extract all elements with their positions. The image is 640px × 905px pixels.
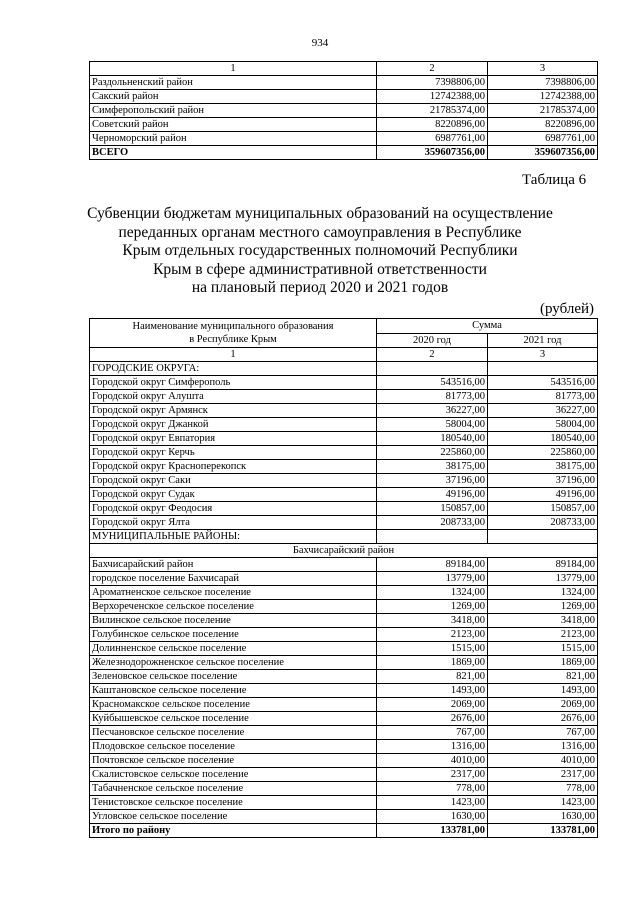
row-value-2021: 1869,00 — [488, 656, 598, 670]
row-name: Железнодорожненское сельское поселение — [90, 656, 377, 670]
table-row — [90, 418, 598, 432]
row-value-2021: 821,00 — [488, 670, 598, 684]
row-name: Песчановское сельское поселение — [90, 726, 377, 740]
colnums-row — [90, 348, 598, 362]
district-header-row — [90, 544, 598, 558]
empty-cell — [488, 530, 598, 544]
row-value-2021: 2317,00 — [488, 768, 598, 782]
top-table-colnums — [90, 62, 598, 76]
row-value-2021: 2069,00 — [488, 698, 598, 712]
table-row — [90, 390, 598, 404]
row-name: Раздольненский район — [90, 76, 377, 90]
table-row — [90, 642, 598, 656]
header-name-line1: Наименование муниципального образования — [132, 321, 334, 332]
row-value-2021: 6987761,00 — [488, 132, 598, 146]
row-value-2021: 208733,00 — [488, 516, 598, 530]
empty-cell — [377, 362, 488, 376]
row-value-2020: 821,00 — [377, 670, 488, 684]
row-value-2021: 3418,00 — [488, 614, 598, 628]
table-row — [90, 656, 598, 670]
row-name: Угловское сельское поселение — [90, 810, 377, 824]
section-row — [90, 530, 598, 544]
title-line: Крым отдельных государственных полномочий Республики — [122, 242, 518, 259]
header-sum: Сумма — [377, 319, 598, 334]
row-value-2021: 1423,00 — [488, 796, 598, 810]
table-row — [90, 460, 598, 474]
row-value-2021: 1630,00 — [488, 810, 598, 824]
row-value-2021: 150857,00 — [488, 502, 598, 516]
row-name: Итого по району — [90, 824, 377, 838]
table-row — [90, 572, 598, 586]
table-row — [90, 404, 598, 418]
title-line: переданных органам местного самоуправления в Республике — [118, 223, 522, 241]
table-row — [90, 90, 598, 104]
row-value-2020: 133781,00 — [377, 824, 488, 838]
row-value-2020: 12742388,00 — [377, 90, 488, 104]
row-name: Городской округ Керчь — [90, 446, 377, 460]
table-row — [90, 516, 598, 530]
row-value-2020: 1630,00 — [377, 810, 488, 824]
table-row — [90, 502, 598, 516]
unit-label: (рублей) — [540, 301, 595, 317]
colnum-1: 1 — [90, 348, 377, 362]
empty-cell — [488, 362, 598, 376]
section-row — [90, 362, 598, 376]
table-row — [90, 796, 598, 810]
row-value-2021: 58004,00 — [488, 418, 598, 432]
row-value-2020: 4010,00 — [377, 754, 488, 768]
table-row — [90, 146, 598, 160]
colnum-2: 2 — [377, 62, 488, 76]
row-value-2021: 21785374,00 — [488, 104, 598, 118]
row-value-2020: 8220896,00 — [377, 118, 488, 132]
header-name-line2: в Республике Крым — [189, 334, 277, 345]
title-line: на плановый период 2020 и 2021 годов — [191, 279, 449, 296]
table-row — [90, 698, 598, 712]
row-name: Городской округ Алушта — [90, 390, 377, 404]
title-line: Субвенции бюджетам муниципальных образований на осуществление — [87, 205, 553, 222]
row-value-2021: 7398806,00 — [488, 76, 598, 90]
row-value-2020: 58004,00 — [377, 418, 488, 432]
table-row — [90, 474, 598, 488]
row-value-2020: 13779,00 — [377, 572, 488, 586]
colnum-3: 3 — [488, 62, 598, 76]
row-name: Городской округ Евпатория — [90, 432, 377, 446]
row-name: городское поселение Бахчисарай — [90, 572, 377, 586]
row-value-2021: 1324,00 — [488, 586, 598, 600]
row-name: Почтовское сельское поселение — [90, 754, 377, 768]
table-row — [90, 586, 598, 600]
title-line: Крым в сфере административной ответственности — [153, 260, 487, 278]
row-name: Городской округ Красноперекопск — [90, 460, 377, 474]
row-value-2020: 1316,00 — [377, 740, 488, 754]
table-row — [90, 628, 598, 642]
row-value-2021: 180540,00 — [488, 432, 598, 446]
table-row — [90, 600, 598, 614]
row-value-2020: 2317,00 — [377, 768, 488, 782]
row-value-2021: 1269,00 — [488, 600, 598, 614]
row-value-2020: 2069,00 — [377, 698, 488, 712]
row-name: Ароматненское сельское поселение — [90, 586, 377, 600]
row-name: Плодовское сельское поселение — [90, 740, 377, 754]
row-name: Симферопольский район — [90, 104, 377, 118]
row-value-2021: 4010,00 — [488, 754, 598, 768]
row-name: Сакский район — [90, 90, 377, 104]
row-value-2021: 359607356,00 — [488, 146, 598, 160]
row-value-2020: 6987761,00 — [377, 132, 488, 146]
table-row — [90, 118, 598, 132]
table-row — [90, 558, 598, 572]
row-value-2020: 36227,00 — [377, 404, 488, 418]
row-name: Каштановское сельское поселение — [90, 684, 377, 698]
district-name: Бахчисарайский район — [90, 544, 598, 558]
row-value-2020: 359607356,00 — [377, 146, 488, 160]
row-value-2021: 2676,00 — [488, 712, 598, 726]
row-value-2021: 36227,00 — [488, 404, 598, 418]
row-value-2021: 1515,00 — [488, 642, 598, 656]
row-value-2020: 778,00 — [377, 782, 488, 796]
row-value-2021: 133781,00 — [488, 824, 598, 838]
row-name: Городской округ Судак — [90, 488, 377, 502]
header-2021: 2021 год — [488, 333, 598, 348]
row-value-2020: 2123,00 — [377, 628, 488, 642]
row-value-2021: 49196,00 — [488, 488, 598, 502]
row-name: Зеленовское сельское поселение — [90, 670, 377, 684]
row-name: Городской округ Феодосия — [90, 502, 377, 516]
row-value-2020: 180540,00 — [377, 432, 488, 446]
row-value-2020: 1869,00 — [377, 656, 488, 670]
table-number: Таблица 6 — [522, 172, 587, 188]
row-value-2020: 1515,00 — [377, 642, 488, 656]
table-row — [90, 824, 598, 838]
row-value-2021: 12742388,00 — [488, 90, 598, 104]
row-value-2020: 21785374,00 — [377, 104, 488, 118]
row-value-2021: 38175,00 — [488, 460, 598, 474]
table-row — [90, 712, 598, 726]
row-value-2020: 38175,00 — [377, 460, 488, 474]
row-value-2020: 7398806,00 — [377, 76, 488, 90]
row-value-2020: 543516,00 — [377, 376, 488, 390]
row-value-2020: 37196,00 — [377, 474, 488, 488]
empty-cell — [377, 530, 488, 544]
row-value-2020: 89184,00 — [377, 558, 488, 572]
row-value-2021: 8220896,00 — [488, 118, 598, 132]
row-value-2020: 208733,00 — [377, 516, 488, 530]
row-name: ВСЕГО — [90, 146, 377, 160]
table-row — [90, 376, 598, 390]
table-row — [90, 810, 598, 824]
table-row — [90, 670, 598, 684]
table-row — [90, 614, 598, 628]
table-row — [90, 488, 598, 502]
row-name: Черноморский район — [90, 132, 377, 146]
row-name: Голубинское сельское поселение — [90, 628, 377, 642]
row-value-2021: 778,00 — [488, 782, 598, 796]
row-name: Городской округ Джанкой — [90, 418, 377, 432]
row-value-2021: 89184,00 — [488, 558, 598, 572]
table-title — [0, 205, 640, 298]
colnum-1: 1 — [90, 62, 377, 76]
row-name: Городской округ Саки — [90, 474, 377, 488]
row-name: Долинненское сельское поселение — [90, 642, 377, 656]
row-value-2021: 1316,00 — [488, 740, 598, 754]
row-value-2020: 49196,00 — [377, 488, 488, 502]
table-row — [90, 782, 598, 796]
colnum-2: 2 — [377, 348, 488, 362]
row-name: Бахчисарайский район — [90, 558, 377, 572]
row-name: Красномакское сельское поселение — [90, 698, 377, 712]
row-name: Скалистовское сельское поселение — [90, 768, 377, 782]
row-name: Вилинское сельское поселение — [90, 614, 377, 628]
table-row — [90, 76, 598, 90]
row-value-2020: 767,00 — [377, 726, 488, 740]
row-name: Городской округ Ялта — [90, 516, 377, 530]
table-row — [90, 768, 598, 782]
table-row — [90, 432, 598, 446]
section-cities: ГОРОДСКИЕ ОКРУГА: — [90, 362, 377, 376]
table-row — [90, 740, 598, 754]
row-value-2021: 225860,00 — [488, 446, 598, 460]
header-2020: 2020 год — [377, 333, 488, 348]
row-value-2020: 1493,00 — [377, 684, 488, 698]
table-row — [90, 726, 598, 740]
row-value-2020: 81773,00 — [377, 390, 488, 404]
row-value-2021: 37196,00 — [488, 474, 598, 488]
row-value-2020: 2676,00 — [377, 712, 488, 726]
row-value-2020: 150857,00 — [377, 502, 488, 516]
row-name: Городской округ Армянск — [90, 404, 377, 418]
row-name: Табачненское сельское поселение — [90, 782, 377, 796]
table-row — [90, 684, 598, 698]
row-value-2020: 1324,00 — [377, 586, 488, 600]
header-name — [90, 319, 377, 348]
row-value-2020: 1423,00 — [377, 796, 488, 810]
row-value-2020: 3418,00 — [377, 614, 488, 628]
table-row — [90, 754, 598, 768]
row-value-2020: 225860,00 — [377, 446, 488, 460]
row-value-2021: 767,00 — [488, 726, 598, 740]
table-row — [90, 132, 598, 146]
row-value-2021: 2123,00 — [488, 628, 598, 642]
page-number: 934 — [311, 37, 329, 49]
main-table — [89, 318, 598, 838]
row-value-2021: 13779,00 — [488, 572, 598, 586]
section-districts: МУНИЦИПАЛЬНЫЕ РАЙОНЫ: — [90, 530, 377, 544]
table-row — [90, 446, 598, 460]
row-name: Советский район — [90, 118, 377, 132]
top-table — [89, 61, 598, 160]
row-name: Городской округ Симферополь — [90, 376, 377, 390]
row-name: Тенистовское сельское поселение — [90, 796, 377, 810]
table-row — [90, 104, 598, 118]
row-value-2020: 1269,00 — [377, 600, 488, 614]
row-value-2021: 1493,00 — [488, 684, 598, 698]
row-value-2021: 543516,00 — [488, 376, 598, 390]
row-name: Куйбышевское сельское поселение — [90, 712, 377, 726]
row-name: Верхореченское сельское поселение — [90, 600, 377, 614]
colnum-3: 3 — [488, 348, 598, 362]
header-row — [90, 319, 598, 334]
row-value-2021: 81773,00 — [488, 390, 598, 404]
